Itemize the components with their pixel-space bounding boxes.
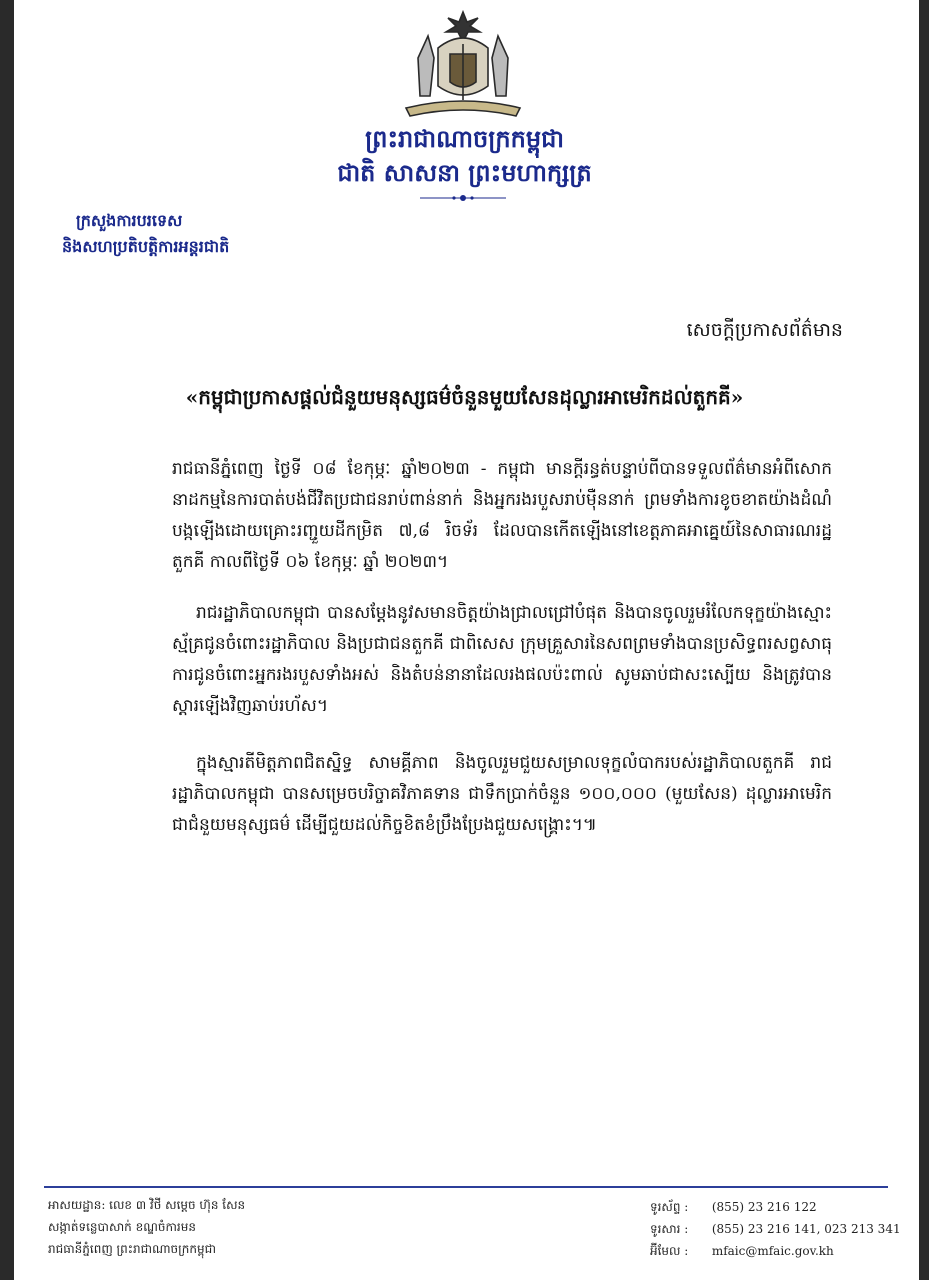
fax-row bbox=[650, 1218, 901, 1240]
email-label: អ៊ីមែល : bbox=[650, 1244, 689, 1258]
press-release-headline: «កម្ពុជាប្រកាសផ្តល់ជំនួយមនុស្សធម៌ចំនួនមួយសែនដុល្លារអាមេរិកដល់តួកគី» bbox=[185, 385, 744, 409]
document-type: សេចក្តីប្រកាសព័ត៌មាន bbox=[686, 319, 843, 341]
email-link[interactable]: mfaic@mfaic.gov.kh bbox=[711, 1244, 834, 1258]
email-row bbox=[650, 1240, 901, 1262]
footer-divider bbox=[44, 1186, 888, 1188]
ministry-name-line2: និងសហប្រតិបត្តិការអន្តរជាតិ bbox=[62, 237, 230, 256]
ministry-name-line1: ក្រសួងការបរទេស bbox=[76, 211, 183, 230]
kingdom-title: ព្រះរាជាណាចក្រកម្ពុជា bbox=[365, 124, 564, 153]
phone-label: ទូរស័ព្ទ : bbox=[650, 1200, 689, 1214]
footer-address bbox=[48, 1194, 245, 1260]
footer-contacts bbox=[650, 1196, 901, 1262]
address-line: សង្កាត់ទន្លេបាសាក់ ខណ្ឌចំការមន bbox=[48, 1220, 196, 1234]
body-paragraph: រាជធានីភ្នំពេញ ថ្ងៃទី ០៨ ខែកុម្ភៈ ឆ្នាំ២០២៣ - កម្ពុជា មានក្តីរន្ធត់បន្ទាប់ពីបានទទួលព័ត៌មានអំពីសោកនាដកម្មនៃការបាត់បង់ជីវិតប្រជាជនរាប់ពាន់នាក់ និងអ្នករងរបួសរាប់ម៉ឺននាក់ ព្រមទាំងការខូចខាតយ៉ាងដំណំ បង្កឡើងដោយគ្រោះរញ្ជួយដីកម្រិត ៧,៨ រិចទ័រ ដែលបានកើតឡើងនៅខេត្តភាគអាគ្នេយ៍នៃសាធារណរដ្ឋតួកគី កាលពីថ្ងៃទី ០៦ ខែកុម្ភៈ ឆ្នាំ ២០២៣។ bbox=[172, 459, 832, 572]
phone-row bbox=[650, 1196, 901, 1218]
body-paragraph: ក្នុងស្មារតីមិត្តភាពជិតស្និទ្ធ សាមគ្គីភាព និងចូលរួមជួយសម្រាលទុក្ខលំបាករបស់រដ្ឋាភិបាលតួកគី រាជរដ្ឋាភិបាលកម្ពុជា បានសម្រេចបរិច្ចាគវិភាគទាន ជាទឹកប្រាក់ចំនួន ១០០,០០០ (មួយសែន) ដុល្លារអាមេរិក ជាជំនួយមនុស្សធម៌ ដើម្បីជួយដល់កិច្ចខិតខំប្រឹងប្រែងជួយសង្គ្រោះ។៕ bbox=[172, 753, 832, 835]
national-motto: ជាតិ សាសនា ព្រះមហាក្សត្រ bbox=[337, 158, 592, 187]
address-line: រាជធានីភ្នំពេញ ព្រះរាជាណាចក្រកម្ពុជា bbox=[48, 1242, 216, 1256]
fax-label: ទូរសារ : bbox=[650, 1222, 689, 1236]
fax-value: (855) 23 216 141, 023 213 341 bbox=[711, 1222, 901, 1236]
address-line: អាសយដ្ឋាន: លេខ ៣ វិថី សម្តេច ហ៊ុន សែន bbox=[48, 1198, 246, 1212]
divider-ornament-icon bbox=[418, 192, 508, 204]
royal-coat-of-arms-icon bbox=[398, 8, 528, 120]
body-paragraph: រាជរដ្ឋាភិបាលកម្ពុជា បានសម្តែងនូវសមានចិត្តយ៉ាងជ្រាលជ្រៅបំផុត និងបានចូលរួមរំលែកទុក្ខយ៉ាងស្មោះស្ម័គ្រជូនចំពោះរដ្ឋាភិបាល និងប្រជាជនតួកគី ជាពិសេស ក្រុមគ្រួសារនៃសពព្រមទាំងបានប្រសិទ្ធពរសព្វសាធុការជូនចំពោះអ្នករងរបួសទាំងអស់ និងតំបន់នានាដែលរងផលប៉ះពាល់ សូមឆាប់ជាសះស្បើយ និងត្រូវបានស្តារឡើងវិញឆាប់រហ័ស។ bbox=[172, 603, 832, 716]
phone-value: (855) 23 216 122 bbox=[711, 1200, 817, 1214]
